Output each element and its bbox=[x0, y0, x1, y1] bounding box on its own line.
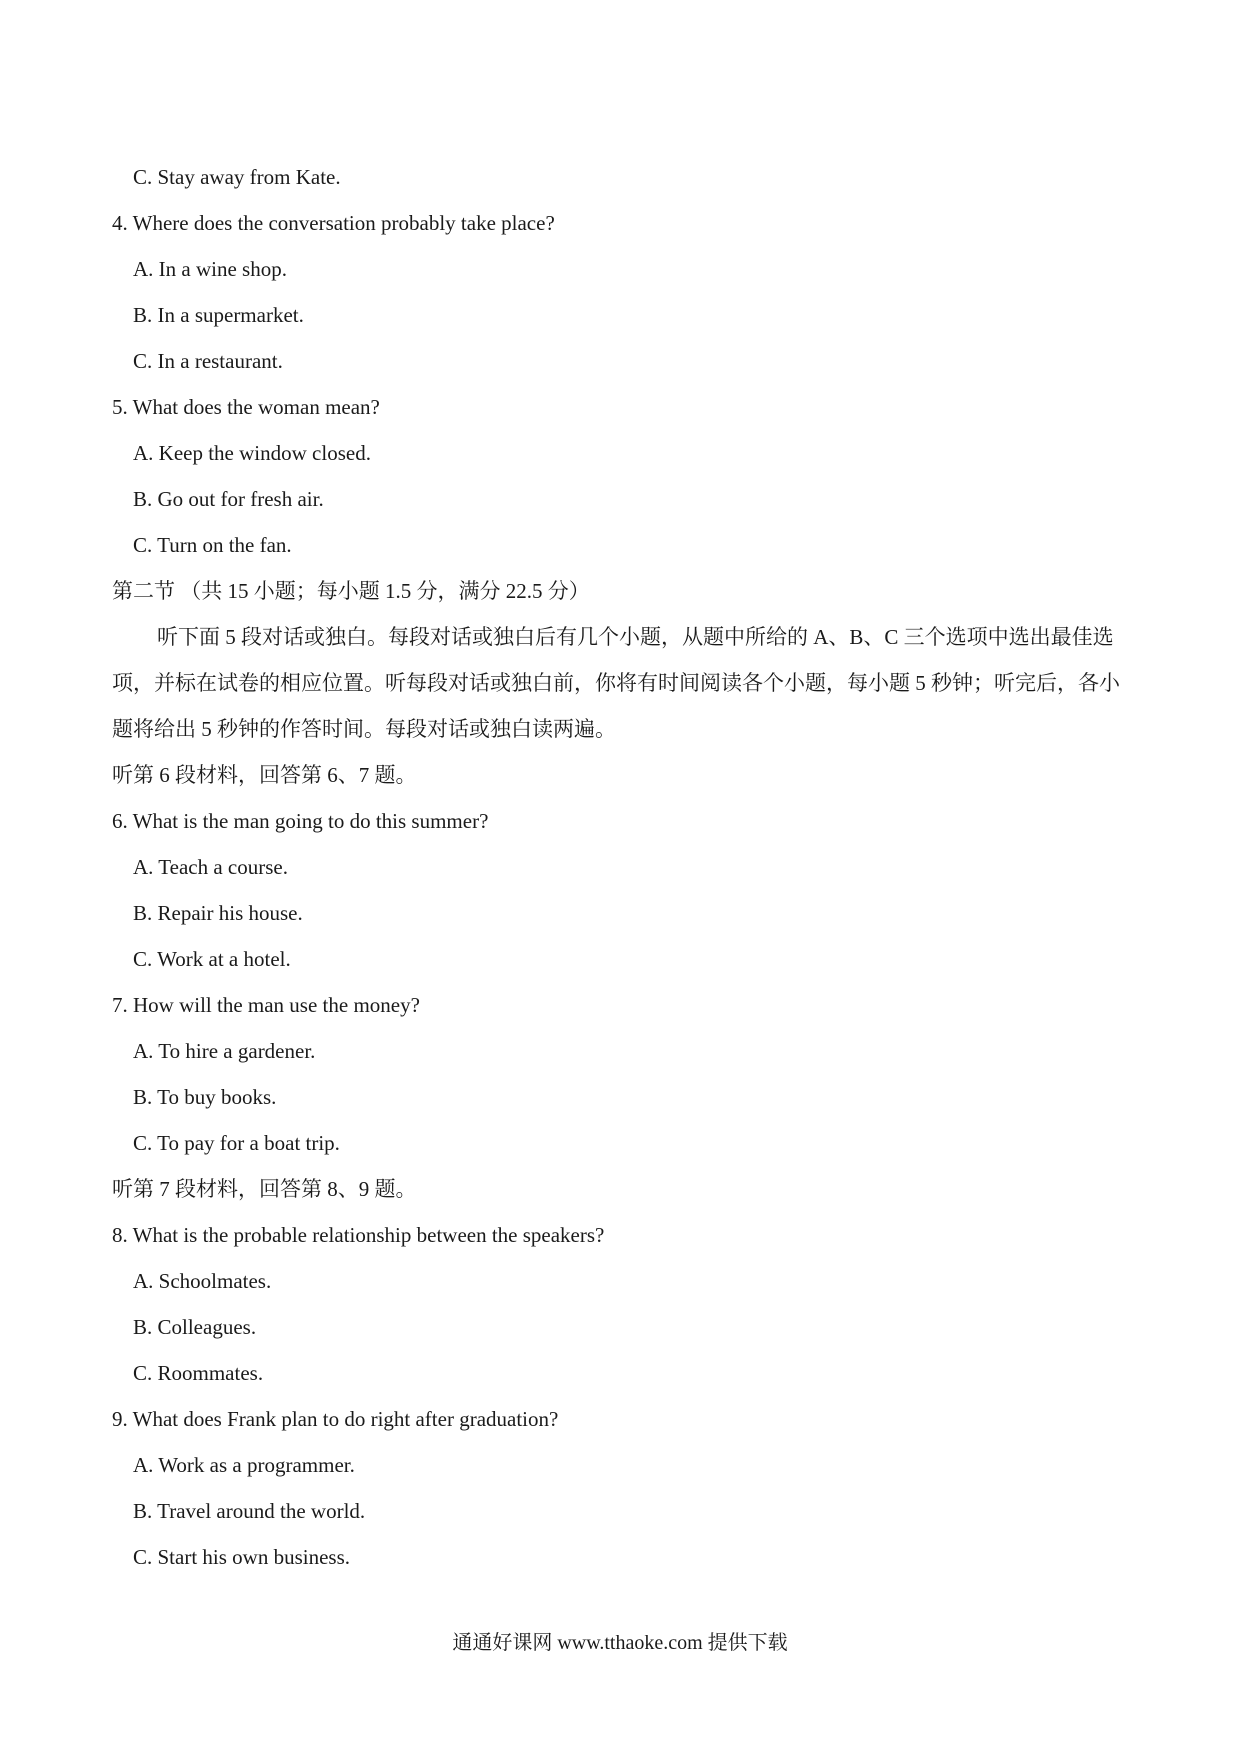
q5-option-b: B. Go out for fresh air. bbox=[133, 487, 324, 511]
q9-question: 9. What does Frank plan to do right after graduation? bbox=[112, 1407, 559, 1431]
q8-option-b: B. Colleagues. bbox=[133, 1315, 257, 1339]
material6-label: 听第 6 段材料，回答第 6、7 题。 bbox=[112, 763, 417, 787]
section2-heading: 第二节 （共 15 小题；每小题 1.5 分，满分 22.5 分） bbox=[112, 579, 590, 603]
q6-option-b: B. Repair his house. bbox=[133, 901, 303, 925]
q4-option-c: C. In a restaurant. bbox=[133, 349, 283, 373]
page-footer: 通通好课网 www.tthaoke.com 提供下载 bbox=[452, 1632, 788, 1654]
q8-option-a: A. Schoolmates. bbox=[133, 1269, 272, 1293]
q7-option-c: C. To pay for a boat trip. bbox=[133, 1131, 340, 1155]
q4-option-a: A. In a wine shop. bbox=[133, 257, 287, 281]
section2-instructions: 听下面 5 段对话或独白。每段对话或独白后有几个小题，从题中所给的 A、B、C 三个选项中选出最佳选项，并标在试卷的相应位置。听每段对话或独白前，你将有时间阅读各个小题，每小题 5 秒钟；听完后，各小题将给出 5 秒钟的作答时间。每段对话或独白读两遍。 bbox=[112, 625, 1120, 741]
q6-option-c: C. Work at a hotel. bbox=[133, 947, 291, 971]
q8-option-c: C. Roommates. bbox=[133, 1361, 264, 1385]
material7-label: 听第 7 段材料，回答第 8、9 题。 bbox=[112, 1177, 417, 1201]
q5-question: 5. What does the woman mean? bbox=[112, 395, 380, 419]
q6-question: 6. What is the man going to do this summer? bbox=[112, 809, 489, 833]
q8-question: 8. What is the probable relationship between the speakers? bbox=[112, 1223, 605, 1247]
q9-option-c: C. Start his own business. bbox=[133, 1545, 351, 1569]
q7-option-a: A. To hire a gardener. bbox=[133, 1039, 316, 1063]
q7-question: 7. How will the man use the money? bbox=[112, 993, 420, 1017]
q5-option-c: C. Turn on the fan. bbox=[133, 533, 292, 557]
q4-option-b: B. In a supermarket. bbox=[133, 303, 304, 327]
q7-option-b: B. To buy books. bbox=[133, 1085, 277, 1109]
q9-option-b: B. Travel around the world. bbox=[133, 1499, 366, 1523]
q9-option-a: A. Work as a programmer. bbox=[133, 1453, 355, 1477]
q5-option-a: A. Keep the window closed. bbox=[133, 441, 371, 465]
q4-question: 4. Where does the conversation probably take place? bbox=[112, 211, 555, 235]
q6-option-a: A. Teach a course. bbox=[133, 855, 288, 879]
q3-option-c: C. Stay away from Kate. bbox=[133, 165, 341, 189]
